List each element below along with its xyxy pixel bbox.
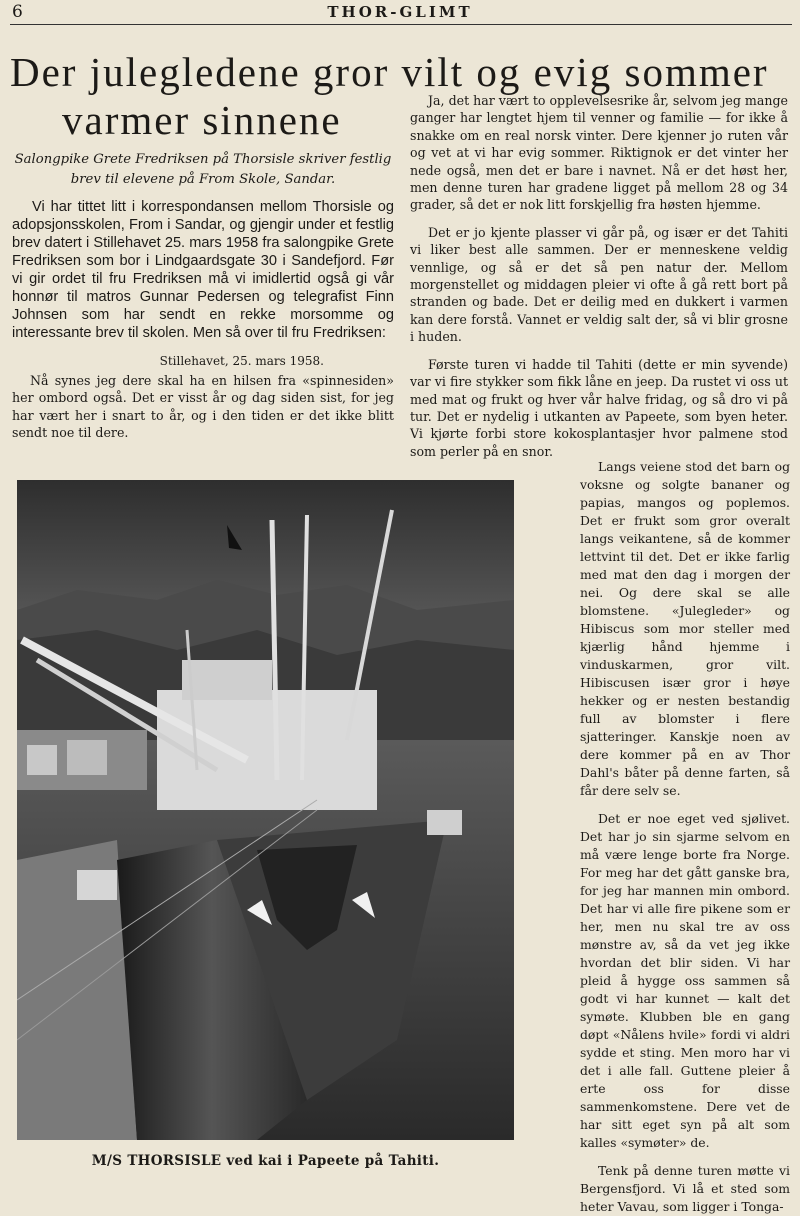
body-paragraph: Tenk på denne turen møtte vi Bergensfjord. Vi lå et sted som heter Vavau, som ligger i Tonga- [580,1163,790,1214]
body-paragraph: Langs veiene stod det barn og voksne og solgte bananer og papias, mangos og poplemos. Det er frukt som gror overalt langs veikantene, så de kommer lettvint til det. Det er ikke farlig med mat den dag i morgen der nei. Og dere skal se alle blomstene. «Julegleder» og Hibiscus som mor steller med kjærlig hånd hjemme i vinduskarmen, gror vilt. Hibiscusen især gror i høye hekker og er nesten bestandig full av blomster i flere sjatteringer. Kanskje noen av dere kommer på en av Thor Dahl's båter på denne farten, så får dere selv se. [580,459,790,798]
headline-line-1: Der julegledene gror vilt og evig sommer [10,49,769,95]
body-paragraph: Første turen vi hadde til Tahiti (dette er min syvende) var vi fire stykker som fikk låne en jeep. Da rustet vi oss ut med mat og frukt og hver vår halve fridag, og så dro vi på tur. Det er nydelig i utkanten av Papeete, som byen heter. Vi kjørte forbi store kokosplantasjer hvor palmene stod som perler på en snor. [410,356,788,459]
article-lead: Salongpike Grete Fredriksen på Thorsisle skriver festlig brev til elevene på From Skole, Sandar. [14,152,392,187]
headline-line-2: varmer sinnene [62,97,342,143]
publication-name: THOR-GLIMT [327,3,473,21]
letter-dateline: Stillehavet, 25. mars 1958. [159,354,324,368]
body-paragraph: Nå synes jeg dere skal ha en hilsen fra «spinnesiden» her ombord også. Det er visst år og dag siden sist, for jeg har vært her i snart to år, og i den tiden er det ikke blitt sendt noe til dere. [12,373,394,441]
body-paragraph: Det er jo kjente plasser vi går på, og især er det Tahiti vi liker best alle sammen. Der er menneskene veldig vennlige, og så er det så pen natur der. Mellom morgenstellet og middagen pleier vi ofte å gå rett bort på stranden og bade. Det er deilig med en dukkert i varmen kan dere forstå. Vannet er veldig salt der, så vi blir grosne i huden. [410,224,788,345]
photo-caption: M/S THORSISLE ved kai i Papeete på Tahiti. [91,1153,440,1169]
narrow-column [580,458,790,1216]
left-column [12,150,394,442]
article-intro: Vi har tittet litt i korrespondansen mellom Thorsisle og adopsjonsskolen, From i Sandar, og gjengir under et festlig brev datert i Stillehavet 25. mars 1958 fra salongpike Grete Fredriksen som bor i Lindgaardsgate 30 i Sandefjord. Før vi gir ordet til fru Fredriksen må vi imidlertid også gi vår honnør til matros Gunnar Pedersen og telegrafist Finn Johnsen som har sendt en rekke morsomme og interessante brev til skolen. Men så over til fru Fredriksen: [12,199,394,341]
ship-photo [17,480,514,1140]
body-paragraph: Det er noe eget ved sjølivet. Det har jo sin sjarme selvom en må være lenge borte fra Norge. For meg har det gått ganske bra, for jeg har mannen min ombord. Det har vi alle fire pikene som er her, men nu skal tre av oss mønstre av, så da vet jeg ikke hvordan det blir siden. Vi har pleid å hygge oss sammen så godt vi har kunnet — kalt det symøte. Klubben ble en gang døpt «Nålens hvile» fordi vi aldri sydde et sting. Men moro har vi det i alle fall. Guttene pleier å erte oss for disse sammenkomstene. Dere vet de har sitt eget syn på alt som kalles «symøter» de. [580,811,790,1150]
body-paragraph: Ja, det har vært to opplevelsesrike år, selvom jeg mange ganger har lengtet hjem til venner og familie — for ikke å snakke om en real norsk vinter. Dere kjenner jo ruten vår og vet at vi har evig sommer. Riktignok er det vinter her nede også, men det er bare i navnet. Nå er det høst her, men denne turen har gradene ligget på mellom 28 og 34 grader, så det er nok litt forskjellig fra høsten hjemme. [410,93,788,213]
page-number: 6 [12,2,23,22]
page-header [0,0,800,28]
header-rule [10,24,792,25]
right-column [410,92,788,460]
